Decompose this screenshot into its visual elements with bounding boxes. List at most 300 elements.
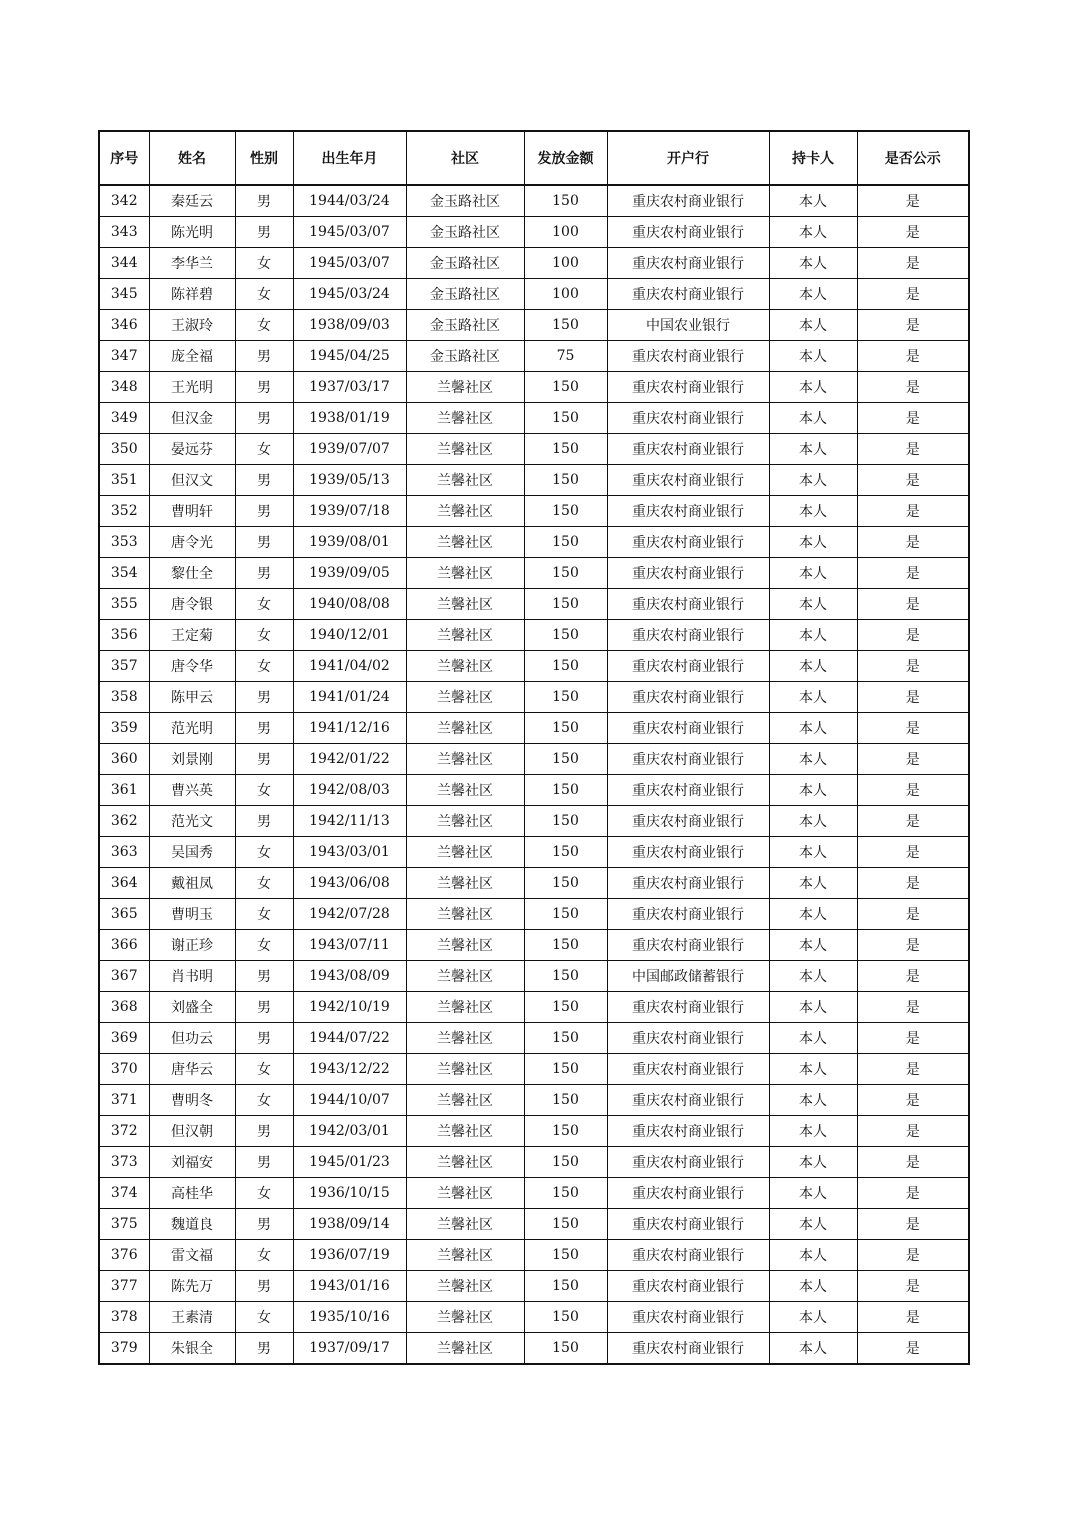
cell-publicized: 是 bbox=[857, 1023, 969, 1054]
cell-gender: 男 bbox=[235, 372, 293, 403]
cell-community: 兰馨社区 bbox=[406, 620, 524, 651]
table-row bbox=[99, 682, 969, 713]
cell-bank: 中国邮政储蓄银行 bbox=[607, 961, 769, 992]
cell-name: 刘景刚 bbox=[149, 744, 235, 775]
cell-cardholder: 本人 bbox=[769, 868, 857, 899]
cell-bank: 重庆农村商业银行 bbox=[607, 744, 769, 775]
cell-publicized: 是 bbox=[857, 1178, 969, 1209]
cell-name: 魏道良 bbox=[149, 1209, 235, 1240]
cell-amount: 150 bbox=[524, 1023, 607, 1054]
cell-serial-number: 351 bbox=[99, 465, 149, 496]
cell-name: 晏远芬 bbox=[149, 434, 235, 465]
cell-serial-number: 367 bbox=[99, 961, 149, 992]
cell-publicized: 是 bbox=[857, 1302, 969, 1333]
cell-publicized: 是 bbox=[857, 1054, 969, 1085]
cell-name: 唐令华 bbox=[149, 651, 235, 682]
cell-birth-date: 1937/09/17 bbox=[293, 1333, 406, 1365]
cell-bank: 重庆农村商业银行 bbox=[607, 992, 769, 1023]
table-row bbox=[99, 992, 969, 1023]
cell-amount: 150 bbox=[524, 775, 607, 806]
table-row bbox=[99, 1302, 969, 1333]
cell-gender: 男 bbox=[235, 682, 293, 713]
cell-birth-date: 1943/03/01 bbox=[293, 837, 406, 868]
cell-gender: 男 bbox=[235, 403, 293, 434]
cell-gender: 男 bbox=[235, 992, 293, 1023]
cell-bank: 重庆农村商业银行 bbox=[607, 1178, 769, 1209]
cell-community: 兰馨社区 bbox=[406, 1085, 524, 1116]
cell-bank: 重庆农村商业银行 bbox=[607, 1209, 769, 1240]
cell-serial-number: 372 bbox=[99, 1116, 149, 1147]
table-row bbox=[99, 496, 969, 527]
cell-bank: 重庆农村商业银行 bbox=[607, 1147, 769, 1178]
cell-publicized: 是 bbox=[857, 527, 969, 558]
cell-bank: 重庆农村商业银行 bbox=[607, 1240, 769, 1271]
table-row bbox=[99, 279, 969, 310]
cell-publicized: 是 bbox=[857, 1085, 969, 1116]
cell-amount: 150 bbox=[524, 1271, 607, 1302]
cell-publicized: 是 bbox=[857, 806, 969, 837]
cell-cardholder: 本人 bbox=[769, 527, 857, 558]
cell-serial-number: 354 bbox=[99, 558, 149, 589]
table-row bbox=[99, 620, 969, 651]
cell-birth-date: 1941/12/16 bbox=[293, 713, 406, 744]
cell-cardholder: 本人 bbox=[769, 1271, 857, 1302]
cell-name: 范光明 bbox=[149, 713, 235, 744]
cell-serial-number: 343 bbox=[99, 217, 149, 248]
table-row bbox=[99, 248, 969, 279]
cell-amount: 150 bbox=[524, 372, 607, 403]
cell-amount: 150 bbox=[524, 1209, 607, 1240]
cell-gender: 男 bbox=[235, 806, 293, 837]
cell-bank: 重庆农村商业银行 bbox=[607, 620, 769, 651]
table-body bbox=[99, 185, 969, 1364]
cell-community: 金玉路社区 bbox=[406, 310, 524, 341]
cell-cardholder: 本人 bbox=[769, 1085, 857, 1116]
cell-birth-date: 1942/11/13 bbox=[293, 806, 406, 837]
cell-birth-date: 1944/10/07 bbox=[293, 1085, 406, 1116]
cell-community: 兰馨社区 bbox=[406, 713, 524, 744]
cell-publicized: 是 bbox=[857, 744, 969, 775]
table-row bbox=[99, 1240, 969, 1271]
cell-serial-number: 366 bbox=[99, 930, 149, 961]
cell-birth-date: 1939/05/13 bbox=[293, 465, 406, 496]
cell-name: 王素清 bbox=[149, 1302, 235, 1333]
cell-cardholder: 本人 bbox=[769, 1116, 857, 1147]
cell-community: 兰馨社区 bbox=[406, 1178, 524, 1209]
cell-name: 曹明冬 bbox=[149, 1085, 235, 1116]
cell-bank: 重庆农村商业银行 bbox=[607, 1116, 769, 1147]
cell-bank: 重庆农村商业银行 bbox=[607, 589, 769, 620]
cell-name: 陈光明 bbox=[149, 217, 235, 248]
cell-gender: 男 bbox=[235, 961, 293, 992]
table-row bbox=[99, 1054, 969, 1085]
cell-amount: 150 bbox=[524, 1116, 607, 1147]
header-birth-date: 出生年月 bbox=[293, 131, 406, 185]
cell-birth-date: 1945/03/07 bbox=[293, 248, 406, 279]
cell-serial-number: 361 bbox=[99, 775, 149, 806]
cell-serial-number: 348 bbox=[99, 372, 149, 403]
cell-bank: 重庆农村商业银行 bbox=[607, 1023, 769, 1054]
cell-birth-date: 1938/01/19 bbox=[293, 403, 406, 434]
cell-community: 兰馨社区 bbox=[406, 868, 524, 899]
cell-amount: 150 bbox=[524, 682, 607, 713]
cell-name: 范光文 bbox=[149, 806, 235, 837]
table-row bbox=[99, 434, 969, 465]
cell-cardholder: 本人 bbox=[769, 961, 857, 992]
cell-publicized: 是 bbox=[857, 1271, 969, 1302]
cell-community: 兰馨社区 bbox=[406, 744, 524, 775]
cell-amount: 150 bbox=[524, 1054, 607, 1085]
cell-community: 兰馨社区 bbox=[406, 558, 524, 589]
cell-bank: 重庆农村商业银行 bbox=[607, 496, 769, 527]
cell-publicized: 是 bbox=[857, 775, 969, 806]
cell-cardholder: 本人 bbox=[769, 465, 857, 496]
cell-gender: 男 bbox=[235, 217, 293, 248]
cell-gender: 女 bbox=[235, 837, 293, 868]
cell-gender: 女 bbox=[235, 1240, 293, 1271]
cell-serial-number: 346 bbox=[99, 310, 149, 341]
cell-amount: 150 bbox=[524, 930, 607, 961]
cell-amount: 100 bbox=[524, 217, 607, 248]
cell-cardholder: 本人 bbox=[769, 930, 857, 961]
cell-publicized: 是 bbox=[857, 465, 969, 496]
cell-publicized: 是 bbox=[857, 682, 969, 713]
cell-community: 兰馨社区 bbox=[406, 651, 524, 682]
table-header-row bbox=[99, 131, 969, 185]
table-row bbox=[99, 868, 969, 899]
cell-gender: 男 bbox=[235, 558, 293, 589]
cell-name: 但汉朝 bbox=[149, 1116, 235, 1147]
cell-publicized: 是 bbox=[857, 1209, 969, 1240]
header-cardholder: 持卡人 bbox=[769, 131, 857, 185]
cell-name: 唐令银 bbox=[149, 589, 235, 620]
cell-birth-date: 1945/01/23 bbox=[293, 1147, 406, 1178]
cell-bank: 重庆农村商业银行 bbox=[607, 837, 769, 868]
cell-amount: 150 bbox=[524, 589, 607, 620]
cell-gender: 女 bbox=[235, 434, 293, 465]
cell-cardholder: 本人 bbox=[769, 434, 857, 465]
header-amount: 发放金额 bbox=[524, 131, 607, 185]
cell-publicized: 是 bbox=[857, 403, 969, 434]
cell-cardholder: 本人 bbox=[769, 651, 857, 682]
cell-gender: 男 bbox=[235, 527, 293, 558]
cell-publicized: 是 bbox=[857, 217, 969, 248]
cell-gender: 女 bbox=[235, 620, 293, 651]
cell-gender: 男 bbox=[235, 1147, 293, 1178]
cell-serial-number: 349 bbox=[99, 403, 149, 434]
cell-community: 兰馨社区 bbox=[406, 527, 524, 558]
cell-publicized: 是 bbox=[857, 248, 969, 279]
table-row bbox=[99, 1209, 969, 1240]
cell-publicized: 是 bbox=[857, 1333, 969, 1365]
cell-amount: 150 bbox=[524, 868, 607, 899]
table-row bbox=[99, 1023, 969, 1054]
cell-amount: 150 bbox=[524, 310, 607, 341]
cell-publicized: 是 bbox=[857, 930, 969, 961]
cell-name: 曹兴英 bbox=[149, 775, 235, 806]
cell-amount: 150 bbox=[524, 1178, 607, 1209]
cell-community: 兰馨社区 bbox=[406, 1333, 524, 1365]
cell-publicized: 是 bbox=[857, 1116, 969, 1147]
cell-community: 兰馨社区 bbox=[406, 496, 524, 527]
cell-serial-number: 353 bbox=[99, 527, 149, 558]
cell-serial-number: 370 bbox=[99, 1054, 149, 1085]
cell-gender: 男 bbox=[235, 185, 293, 217]
cell-community: 金玉路社区 bbox=[406, 217, 524, 248]
cell-publicized: 是 bbox=[857, 713, 969, 744]
cell-birth-date: 1936/10/15 bbox=[293, 1178, 406, 1209]
cell-bank: 重庆农村商业银行 bbox=[607, 775, 769, 806]
table-row bbox=[99, 899, 969, 930]
cell-amount: 100 bbox=[524, 279, 607, 310]
table-row bbox=[99, 1271, 969, 1302]
cell-birth-date: 1942/08/03 bbox=[293, 775, 406, 806]
cell-serial-number: 347 bbox=[99, 341, 149, 372]
cell-gender: 女 bbox=[235, 1085, 293, 1116]
cell-cardholder: 本人 bbox=[769, 1240, 857, 1271]
cell-name: 高桂华 bbox=[149, 1178, 235, 1209]
cell-cardholder: 本人 bbox=[769, 185, 857, 217]
cell-amount: 150 bbox=[524, 1333, 607, 1365]
cell-birth-date: 1942/01/22 bbox=[293, 744, 406, 775]
cell-community: 兰馨社区 bbox=[406, 1240, 524, 1271]
header-gender: 性别 bbox=[235, 131, 293, 185]
cell-cardholder: 本人 bbox=[769, 620, 857, 651]
cell-community: 兰馨社区 bbox=[406, 806, 524, 837]
table-row bbox=[99, 1116, 969, 1147]
cell-publicized: 是 bbox=[857, 434, 969, 465]
cell-bank: 重庆农村商业银行 bbox=[607, 1085, 769, 1116]
header-publicized: 是否公示 bbox=[857, 131, 969, 185]
cell-community: 兰馨社区 bbox=[406, 1147, 524, 1178]
cell-cardholder: 本人 bbox=[769, 558, 857, 589]
cell-name: 黎仕全 bbox=[149, 558, 235, 589]
table-row bbox=[99, 403, 969, 434]
cell-community: 金玉路社区 bbox=[406, 185, 524, 217]
cell-serial-number: 360 bbox=[99, 744, 149, 775]
cell-cardholder: 本人 bbox=[769, 992, 857, 1023]
cell-bank: 重庆农村商业银行 bbox=[607, 403, 769, 434]
cell-birth-date: 1941/01/24 bbox=[293, 682, 406, 713]
cell-cardholder: 本人 bbox=[769, 806, 857, 837]
cell-name: 戴祖凤 bbox=[149, 868, 235, 899]
cell-birth-date: 1942/03/01 bbox=[293, 1116, 406, 1147]
cell-serial-number: 359 bbox=[99, 713, 149, 744]
cell-serial-number: 364 bbox=[99, 868, 149, 899]
cell-community: 金玉路社区 bbox=[406, 279, 524, 310]
cell-name: 肖书明 bbox=[149, 961, 235, 992]
cell-birth-date: 1942/07/28 bbox=[293, 899, 406, 930]
cell-amount: 150 bbox=[524, 1085, 607, 1116]
cell-birth-date: 1941/04/02 bbox=[293, 651, 406, 682]
cell-publicized: 是 bbox=[857, 496, 969, 527]
cell-amount: 150 bbox=[524, 1147, 607, 1178]
cell-name: 朱银全 bbox=[149, 1333, 235, 1365]
table-row bbox=[99, 217, 969, 248]
cell-serial-number: 378 bbox=[99, 1302, 149, 1333]
cell-serial-number: 352 bbox=[99, 496, 149, 527]
cell-amount: 150 bbox=[524, 465, 607, 496]
cell-amount: 150 bbox=[524, 837, 607, 868]
cell-name: 雷文福 bbox=[149, 1240, 235, 1271]
cell-amount: 150 bbox=[524, 185, 607, 217]
cell-birth-date: 1938/09/14 bbox=[293, 1209, 406, 1240]
cell-birth-date: 1935/10/16 bbox=[293, 1302, 406, 1333]
cell-serial-number: 362 bbox=[99, 806, 149, 837]
cell-serial-number: 379 bbox=[99, 1333, 149, 1365]
cell-cardholder: 本人 bbox=[769, 217, 857, 248]
cell-bank: 重庆农村商业银行 bbox=[607, 185, 769, 217]
cell-bank: 重庆农村商业银行 bbox=[607, 1054, 769, 1085]
cell-name: 曹明轩 bbox=[149, 496, 235, 527]
cell-serial-number: 363 bbox=[99, 837, 149, 868]
cell-bank: 重庆农村商业银行 bbox=[607, 527, 769, 558]
cell-bank: 重庆农村商业银行 bbox=[607, 279, 769, 310]
cell-birth-date: 1945/03/24 bbox=[293, 279, 406, 310]
cell-publicized: 是 bbox=[857, 558, 969, 589]
cell-serial-number: 358 bbox=[99, 682, 149, 713]
cell-gender: 女 bbox=[235, 589, 293, 620]
cell-publicized: 是 bbox=[857, 1147, 969, 1178]
cell-name: 但汉金 bbox=[149, 403, 235, 434]
table-row bbox=[99, 1178, 969, 1209]
cell-community: 兰馨社区 bbox=[406, 434, 524, 465]
cell-bank: 重庆农村商业银行 bbox=[607, 899, 769, 930]
cell-serial-number: 357 bbox=[99, 651, 149, 682]
cell-cardholder: 本人 bbox=[769, 713, 857, 744]
cell-name: 秦廷云 bbox=[149, 185, 235, 217]
cell-gender: 女 bbox=[235, 310, 293, 341]
cell-cardholder: 本人 bbox=[769, 279, 857, 310]
table-row bbox=[99, 372, 969, 403]
cell-gender: 男 bbox=[235, 1271, 293, 1302]
cell-birth-date: 1944/03/24 bbox=[293, 185, 406, 217]
cell-amount: 150 bbox=[524, 961, 607, 992]
cell-gender: 男 bbox=[235, 1333, 293, 1365]
cell-name: 唐令光 bbox=[149, 527, 235, 558]
table-row bbox=[99, 310, 969, 341]
cell-publicized: 是 bbox=[857, 185, 969, 217]
cell-serial-number: 350 bbox=[99, 434, 149, 465]
table-row bbox=[99, 930, 969, 961]
cell-gender: 男 bbox=[235, 713, 293, 744]
cell-bank: 重庆农村商业银行 bbox=[607, 372, 769, 403]
cell-community: 金玉路社区 bbox=[406, 341, 524, 372]
cell-bank: 重庆农村商业银行 bbox=[607, 682, 769, 713]
cell-gender: 男 bbox=[235, 1209, 293, 1240]
cell-serial-number: 355 bbox=[99, 589, 149, 620]
cell-amount: 150 bbox=[524, 651, 607, 682]
cell-gender: 男 bbox=[235, 465, 293, 496]
cell-name: 陈先万 bbox=[149, 1271, 235, 1302]
cell-gender: 男 bbox=[235, 496, 293, 527]
cell-community: 兰馨社区 bbox=[406, 1271, 524, 1302]
cell-community: 兰馨社区 bbox=[406, 992, 524, 1023]
cell-bank: 中国农业银行 bbox=[607, 310, 769, 341]
table-row bbox=[99, 961, 969, 992]
cell-bank: 重庆农村商业银行 bbox=[607, 1302, 769, 1333]
cell-name: 王定菊 bbox=[149, 620, 235, 651]
header-serial-number: 序号 bbox=[99, 131, 149, 185]
cell-birth-date: 1940/12/01 bbox=[293, 620, 406, 651]
cell-birth-date: 1943/06/08 bbox=[293, 868, 406, 899]
cell-serial-number: 375 bbox=[99, 1209, 149, 1240]
cell-birth-date: 1939/07/18 bbox=[293, 496, 406, 527]
cell-publicized: 是 bbox=[857, 1240, 969, 1271]
cell-cardholder: 本人 bbox=[769, 372, 857, 403]
cell-birth-date: 1939/07/07 bbox=[293, 434, 406, 465]
cell-name: 王淑玲 bbox=[149, 310, 235, 341]
cell-community: 兰馨社区 bbox=[406, 682, 524, 713]
table-row bbox=[99, 744, 969, 775]
cell-birth-date: 1936/07/19 bbox=[293, 1240, 406, 1271]
cell-amount: 150 bbox=[524, 620, 607, 651]
cell-publicized: 是 bbox=[857, 868, 969, 899]
cell-gender: 女 bbox=[235, 930, 293, 961]
cell-cardholder: 本人 bbox=[769, 1333, 857, 1365]
cell-cardholder: 本人 bbox=[769, 775, 857, 806]
cell-publicized: 是 bbox=[857, 341, 969, 372]
cell-amount: 150 bbox=[524, 899, 607, 930]
cell-cardholder: 本人 bbox=[769, 310, 857, 341]
cell-gender: 女 bbox=[235, 248, 293, 279]
cell-serial-number: 374 bbox=[99, 1178, 149, 1209]
cell-amount: 150 bbox=[524, 496, 607, 527]
table-row bbox=[99, 806, 969, 837]
table-row bbox=[99, 1333, 969, 1365]
cell-cardholder: 本人 bbox=[769, 1209, 857, 1240]
cell-name: 但汉文 bbox=[149, 465, 235, 496]
cell-community: 金玉路社区 bbox=[406, 248, 524, 279]
cell-name: 庞全福 bbox=[149, 341, 235, 372]
cell-bank: 重庆农村商业银行 bbox=[607, 248, 769, 279]
cell-bank: 重庆农村商业银行 bbox=[607, 1333, 769, 1365]
cell-bank: 重庆农村商业银行 bbox=[607, 713, 769, 744]
cell-birth-date: 1945/04/25 bbox=[293, 341, 406, 372]
cell-name: 陈祥碧 bbox=[149, 279, 235, 310]
cell-publicized: 是 bbox=[857, 961, 969, 992]
cell-community: 兰馨社区 bbox=[406, 1023, 524, 1054]
table-row bbox=[99, 527, 969, 558]
table-row bbox=[99, 341, 969, 372]
cell-serial-number: 342 bbox=[99, 185, 149, 217]
cell-gender: 女 bbox=[235, 1178, 293, 1209]
cell-bank: 重庆农村商业银行 bbox=[607, 651, 769, 682]
cell-publicized: 是 bbox=[857, 837, 969, 868]
cell-name: 唐华云 bbox=[149, 1054, 235, 1085]
cell-gender: 男 bbox=[235, 1023, 293, 1054]
cell-birth-date: 1944/07/22 bbox=[293, 1023, 406, 1054]
cell-name: 吴国秀 bbox=[149, 837, 235, 868]
cell-bank: 重庆农村商业银行 bbox=[607, 465, 769, 496]
cell-community: 兰馨社区 bbox=[406, 1209, 524, 1240]
cell-serial-number: 356 bbox=[99, 620, 149, 651]
table-row bbox=[99, 558, 969, 589]
cell-gender: 女 bbox=[235, 899, 293, 930]
cell-amount: 150 bbox=[524, 434, 607, 465]
cell-serial-number: 377 bbox=[99, 1271, 149, 1302]
cell-gender: 男 bbox=[235, 744, 293, 775]
cell-bank: 重庆农村商业银行 bbox=[607, 217, 769, 248]
cell-name: 刘福安 bbox=[149, 1147, 235, 1178]
cell-serial-number: 345 bbox=[99, 279, 149, 310]
cell-cardholder: 本人 bbox=[769, 837, 857, 868]
cell-bank: 重庆农村商业银行 bbox=[607, 434, 769, 465]
cell-publicized: 是 bbox=[857, 620, 969, 651]
cell-cardholder: 本人 bbox=[769, 1302, 857, 1333]
cell-publicized: 是 bbox=[857, 651, 969, 682]
cell-cardholder: 本人 bbox=[769, 1147, 857, 1178]
